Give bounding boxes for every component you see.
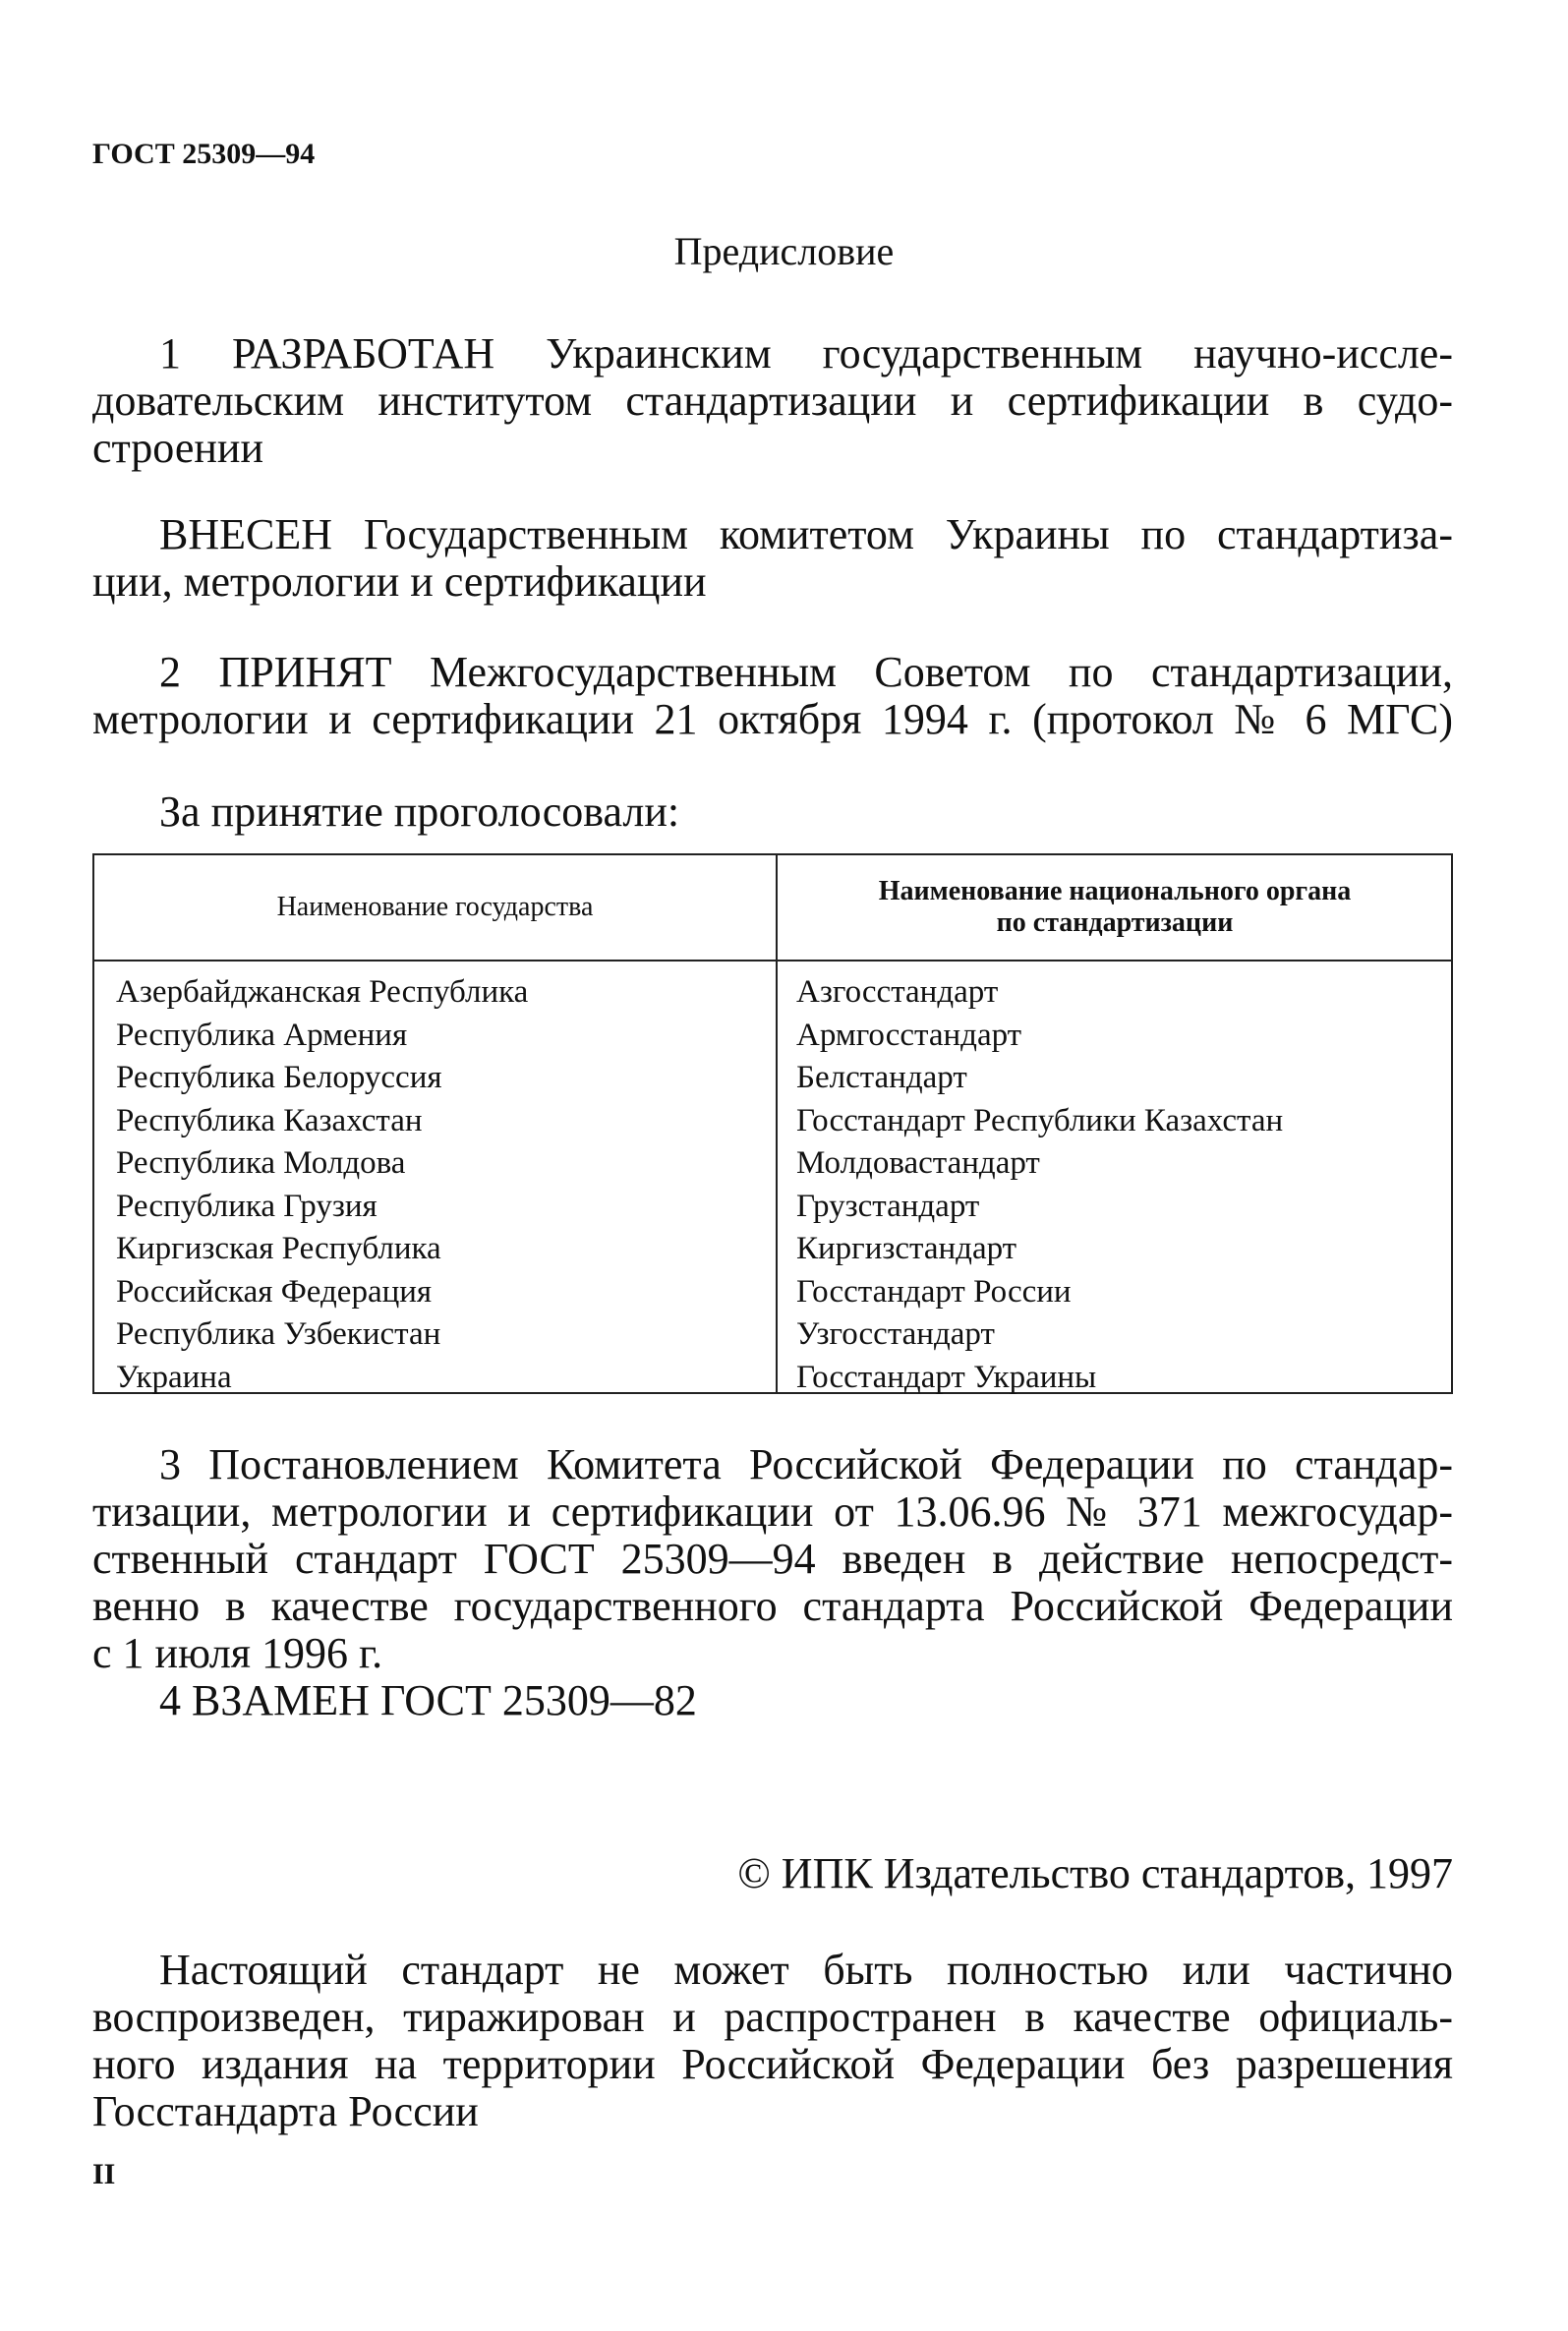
state-name: Республика Казахстан [116, 1102, 423, 1138]
header-state: Наименование государства [276, 892, 594, 922]
paragraph-line: воспроизведен, тиражирован и распространен в качестве официаль- [92, 1993, 1453, 2041]
section-4-text: 4 ВЗАМЕН ГОСТ 25309—82 [159, 1676, 697, 1724]
standard-code-header: ГОСТ 25309—94 [92, 138, 316, 170]
state-name: Республика Узбекистан [116, 1316, 441, 1352]
national-body: Молдовастандарт [796, 1145, 1040, 1181]
header-national-body-line1: Наименование национального органа [878, 876, 1352, 906]
page-number: II [92, 2158, 116, 2190]
paragraph-line: довательским институтом стандартизации и сертификации в судо- [92, 377, 1453, 425]
section-introduced [92, 511, 1453, 606]
section-1-developed [92, 330, 1453, 472]
national-body: Госстандарт Республики Казахстан [796, 1102, 1284, 1138]
national-body: Узгосстандарт [796, 1316, 995, 1352]
section-4-replaces [92, 1677, 1453, 1724]
vote-intro-text: За принятие проголосовали: [159, 787, 680, 836]
table-row [94, 1271, 1451, 1314]
national-body: Госстандарт России [796, 1273, 1072, 1310]
paragraph-line: ственный стандарт ГОСТ 25309—94 введен в действие непосредст- [92, 1535, 1453, 1583]
section-2-adopted [92, 649, 1453, 743]
paragraph-line: 3 Постановлением Комитета Российской Федерации по стандар- [159, 1440, 1453, 1488]
page-title-text: Предисловие [673, 229, 895, 273]
table-row [94, 1057, 1451, 1100]
paragraph-line: строении [92, 424, 264, 472]
voting-table [92, 853, 1453, 1394]
national-body: Армгосстандарт [796, 1017, 1022, 1053]
header-national-body [778, 855, 1452, 960]
page-title [0, 228, 1568, 274]
section-3-enacted [92, 1441, 1453, 1677]
vote-intro [92, 788, 1453, 836]
table-row [94, 1313, 1451, 1357]
paragraph-line: ВНЕСЕН Государственным комитетом Украины по стандартиза- [159, 510, 1453, 558]
table-row [94, 1357, 1451, 1400]
national-body: Киргизстандарт [796, 1231, 1017, 1266]
table-row [94, 1015, 1451, 1058]
table-row [94, 1186, 1451, 1229]
table-row [94, 971, 1451, 1015]
state-name: Республика Грузия [116, 1188, 377, 1224]
state-name: Азербайджанская Республика [116, 974, 529, 1010]
paragraph-line: с 1 июля 1996 г. [92, 1629, 383, 1677]
paragraph-line: 2 ПРИНЯТ Межгосударственным Советом по стандартизации, [159, 648, 1453, 696]
table-header [94, 855, 1451, 962]
national-body: Госстандарт Украины [796, 1359, 1097, 1395]
reproduction-notice [92, 1947, 1453, 2135]
state-name: Республика Армения [116, 1017, 408, 1053]
paragraph-line: метрологии и сертификации 21 октября 1994 г. (протокол № 6 МГС) [92, 695, 1453, 743]
paragraph-line: ного издания на территории Российской Федерации без разрешения [92, 2040, 1453, 2088]
table-row [94, 1142, 1451, 1186]
state-name: Киргизская Республика [116, 1231, 441, 1266]
paragraph-line: Настоящий стандарт не может быть полностью или частично [159, 1946, 1453, 1994]
state-name: Республика Молдова [116, 1145, 406, 1181]
state-name: Российская Федерация [116, 1273, 433, 1310]
table-row [94, 1100, 1451, 1143]
paragraph-line: ции, метрологии и сертификации [92, 557, 707, 606]
paragraph-line: тизации, метрологии и сертификации от 13.06.96 № 371 межгосудар- [92, 1487, 1453, 1536]
state-name: Украина [116, 1359, 232, 1395]
national-body: Азгосстандарт [796, 974, 999, 1010]
state-name: Республика Белоруссия [116, 1060, 442, 1095]
national-body: Грузстандарт [796, 1188, 980, 1224]
table-body [94, 971, 1451, 1399]
copyright-notice: © ИПК Издательство стандартов, 1997 [737, 1849, 1453, 1897]
paragraph-line: венно в качестве государственного стандарта Российской Федерации [92, 1582, 1453, 1630]
table-row [94, 1228, 1451, 1271]
paragraph-line: Госстандарта России [92, 2087, 479, 2135]
paragraph-line: 1 РАЗРАБОТАН Украинским государственным научно-иссле- [159, 329, 1453, 378]
national-body: Белстандарт [796, 1060, 967, 1095]
header-national-body-line2: по стандартизации [996, 907, 1234, 938]
